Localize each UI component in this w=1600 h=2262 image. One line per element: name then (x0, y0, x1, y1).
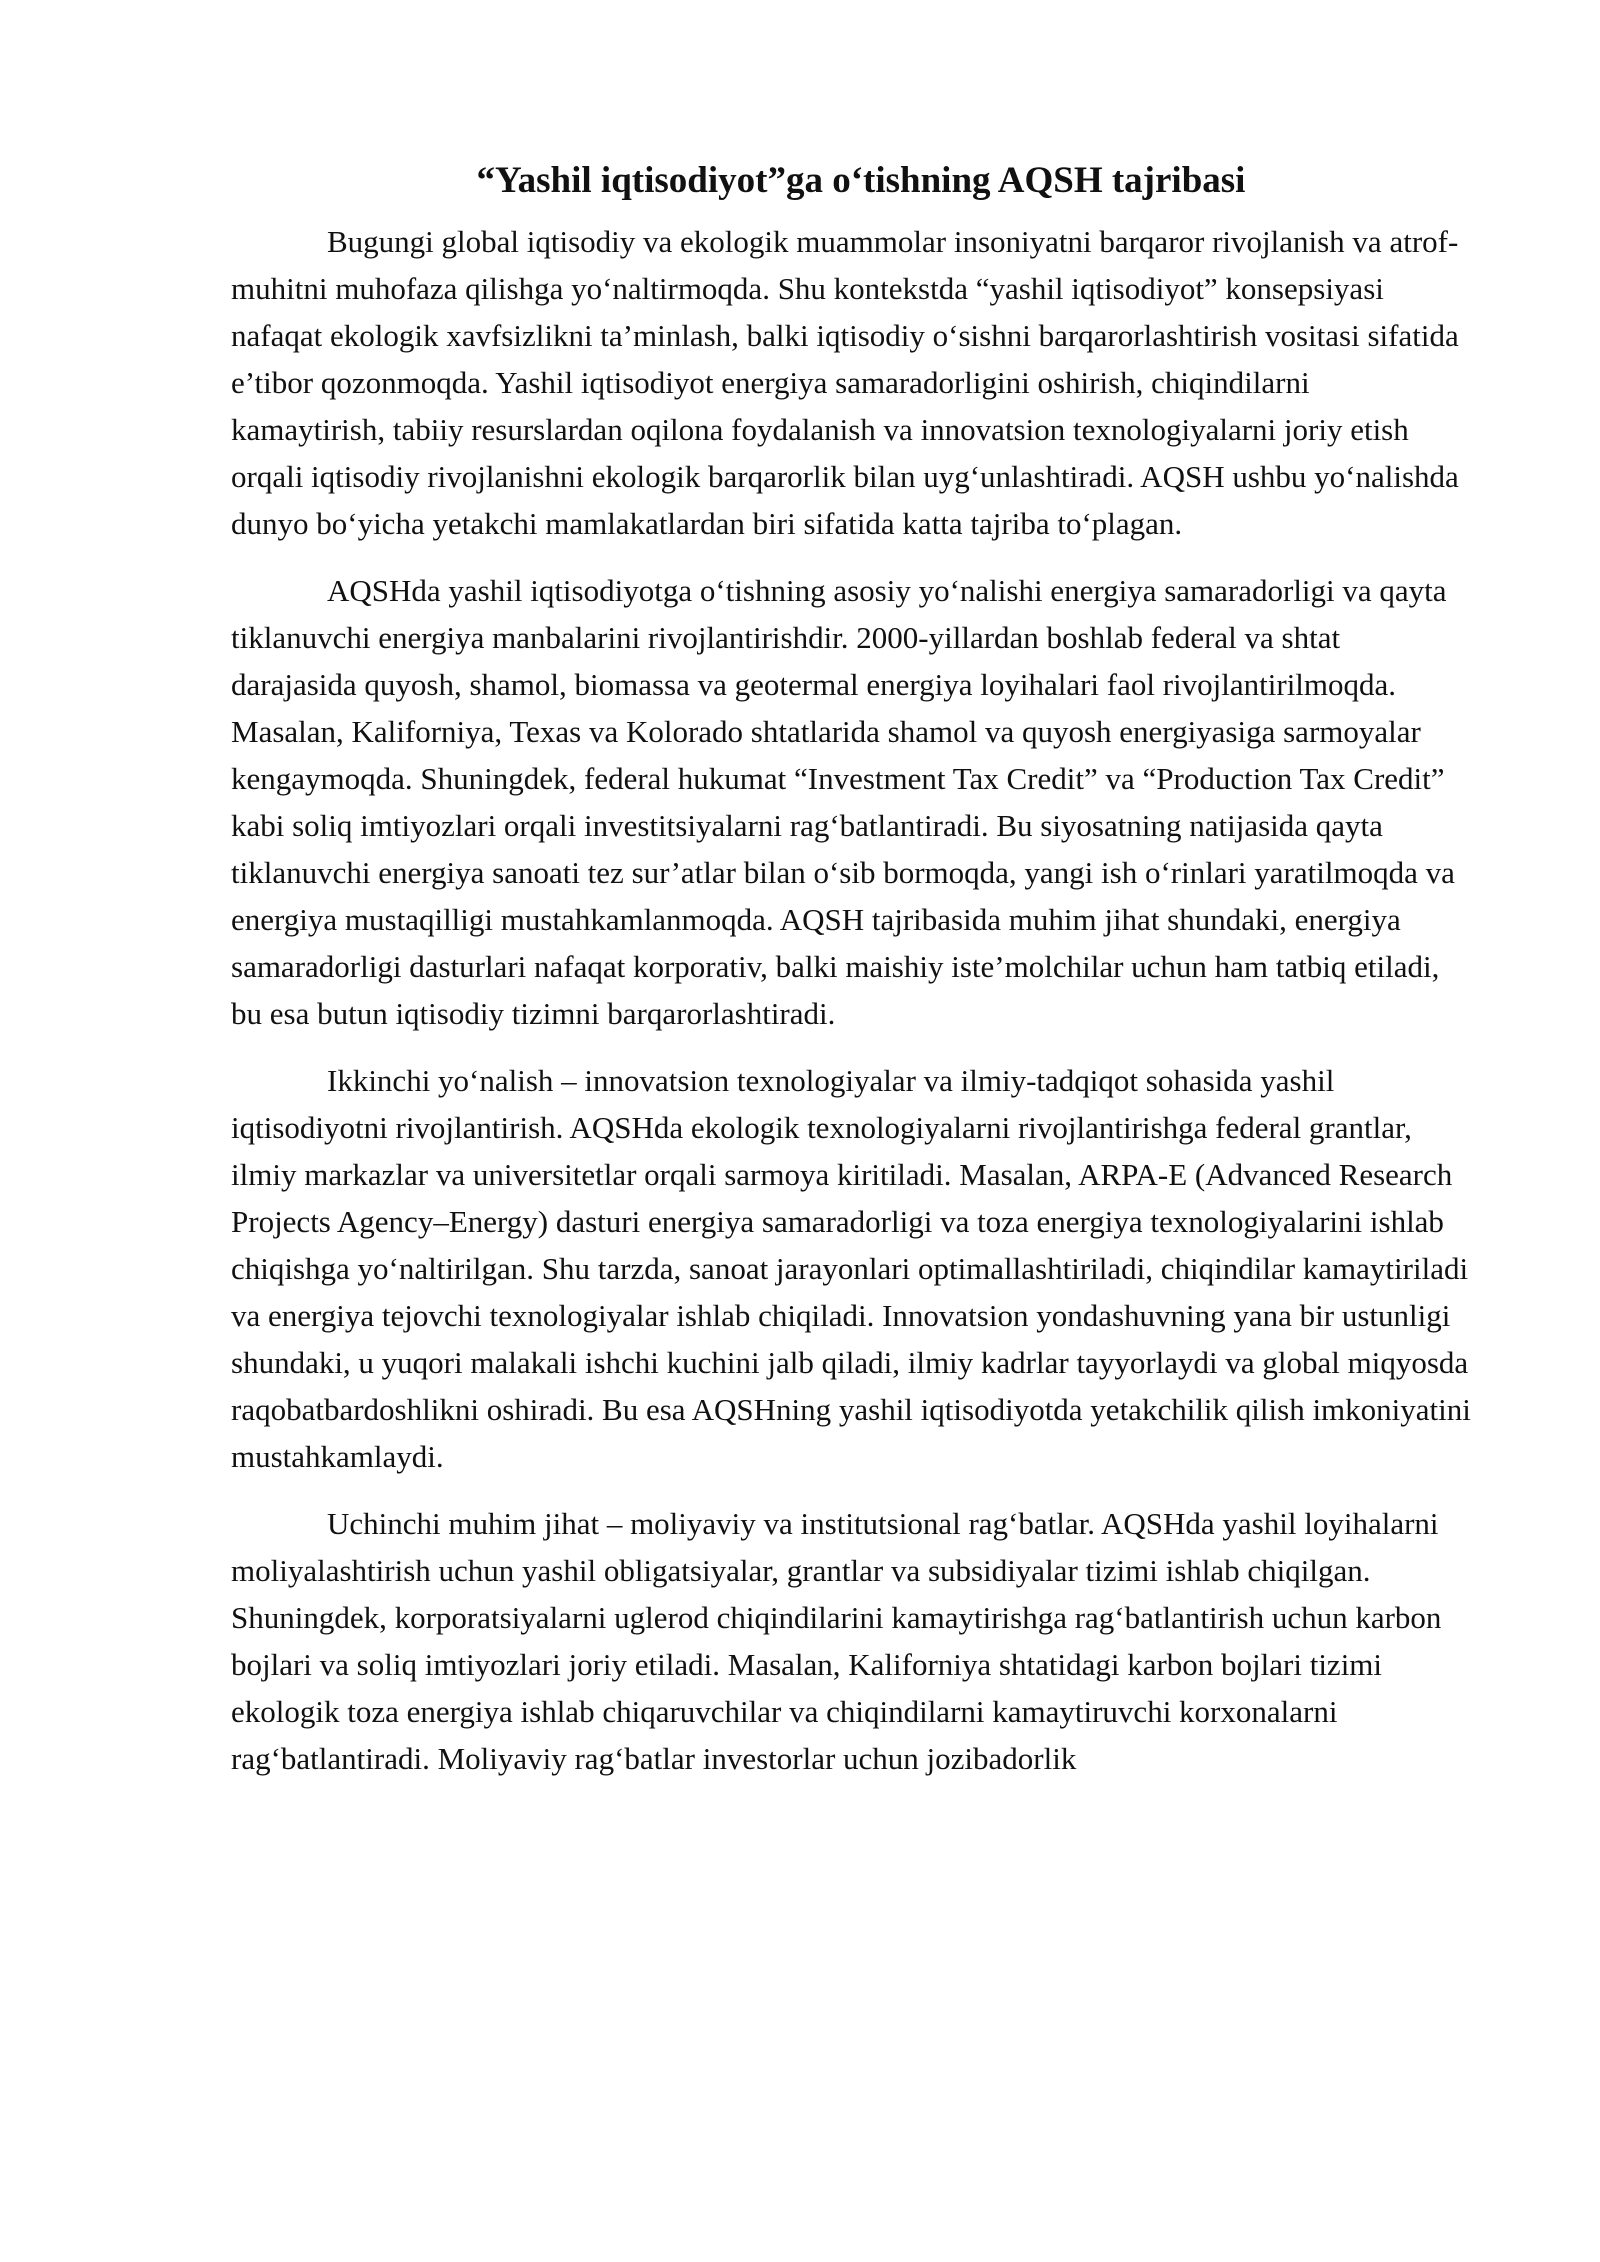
document-title: “Yashil iqtisodiyot”ga o‘tishning AQSH tajribasi (476, 160, 1246, 201)
paragraph-innovation: Ikkinchi yo‘nalish – innovatsion texnologiyalar va ilmiy-tadqiqot sohasida yashil iqtisodiyotni rivojlantirish. AQSHda ekologik texnologiyalarni rivojlantirishga federal grantlar, ilmiy markazlar va universitetlar orqali sarmoya kiritiladi. Masalan, ARPA-E (Advanced Research Projects Agency–Energy) dasturi energiya samaradorligi va toza energiya texnologiyalarini ishlab chiqishga yo‘naltirilgan. Shu tarzda, sanoat jarayonlari optimallashtiriladi, chiqindilar kamaytiriladi va energiya tejovchi texnologiyalar ishlab chiqiladi. Innovatsion yondashuvning yana bir ustunligi shundaki, u yuqori malakali ishchi kuchini jalb qiladi, ilmiy kadrlar tayyorlaydi va global miqyosda raqobatbardoshlikni oshiradi. Bu esa AQSHning yashil iqtisodiyotda yetakchilik qilish imkoniyatini mustahkamlaydi. (231, 1063, 1471, 1474)
paragraph-energy-efficiency: AQSHda yashil iqtisodiyotga o‘tishning asosiy yo‘nalishi energiya samaradorligi va qayta tiklanuvchi energiya manbalarini rivojlantirishdir. 2000-yillardan boshlab federal va shtat darajasida quyosh, shamol, biomassa va geotermal energiya loyihalari faol rivojlantirilmoqda. Masalan, Kaliforniya, Texas va Kolorado shtatlarida shamol va quyosh energiyasiga sarmoyalar kengaymoqda. Shuningdek, federal hukumat “Investment Tax Credit” va “Production Tax Credit” kabi soliq imtiyozlari orqali investitsiyalarni rag‘batlantiradi. Bu siyosatning natijasida qayta tiklanuvchi energiya sanoati tez sur’atlar bilan o‘sib bormoqda, yangi ish o‘rinlari yaratilmoqda va energiya mustaqilligi mustahkamlanmoqda. AQSH tajribasida muhim jihat shundaki, energiya samaradorligi dasturlari nafaqat korporativ, balki maishiy iste’molchilar uchun ham tatbiq etiladi, bu esa butun iqtisodiy tizimni barqarorlashtiradi. (231, 573, 1455, 1031)
paragraph-financial-incentives: Uchinchi muhim jihat – moliyaviy va institutsional rag‘batlar. AQSHda yashil loyihalarni moliyalashtirish uchun yashil obligatsiyalar, grantlar va subsidiyalar tizimi ishlab chiqilgan. Shuningdek, korporatsiyalarni uglerod chiqindilarini kamaytirishga rag‘batlantirish uchun karbon bojlari va soliq imtiyozlari joriy etiladi. Masalan, Kaliforniya shtatidagi karbon bojlari tizimi ekologik toza energiya ishlab chiqaruvchilar va chiqindilarni kamaytiruvchi korxonalarni rag‘batlantiradi. Moliyaviy rag‘batlar investorlar uchun jozibadorlik (231, 1506, 1442, 1776)
document-body (231, 148, 1471, 1802)
paragraph-introduction: Bugungi global iqtisodiy va ekologik muammolar insoniyatni barqaror rivojlanish va atrof-muhitni muhofaza qilishga yo‘naltirmoqda. Shu kontekstda “yashil iqtisodiyot” konsepsiyasi nafaqat ekologik xavfsizlikni ta’minlash, balki iqtisodiy o‘sishni barqarorlashtirish vositasi sifatida e’tibor qozonmoqda. Yashil iqtisodiyot energiya samaradorligini oshirish, chiqindilarni kamaytirish, tabiiy resurslardan oqilona foydalanish va innovatsion texnologiyalarni joriy etish orqali iqtisodiy rivojlanishni ekologik barqarorlik bilan uyg‘unlashtiradi. AQSH ushbu yo‘nalishda dunyo bo‘yicha yetakchi mamlakatlardan biri sifatida katta tajriba to‘plagan. (231, 224, 1459, 541)
